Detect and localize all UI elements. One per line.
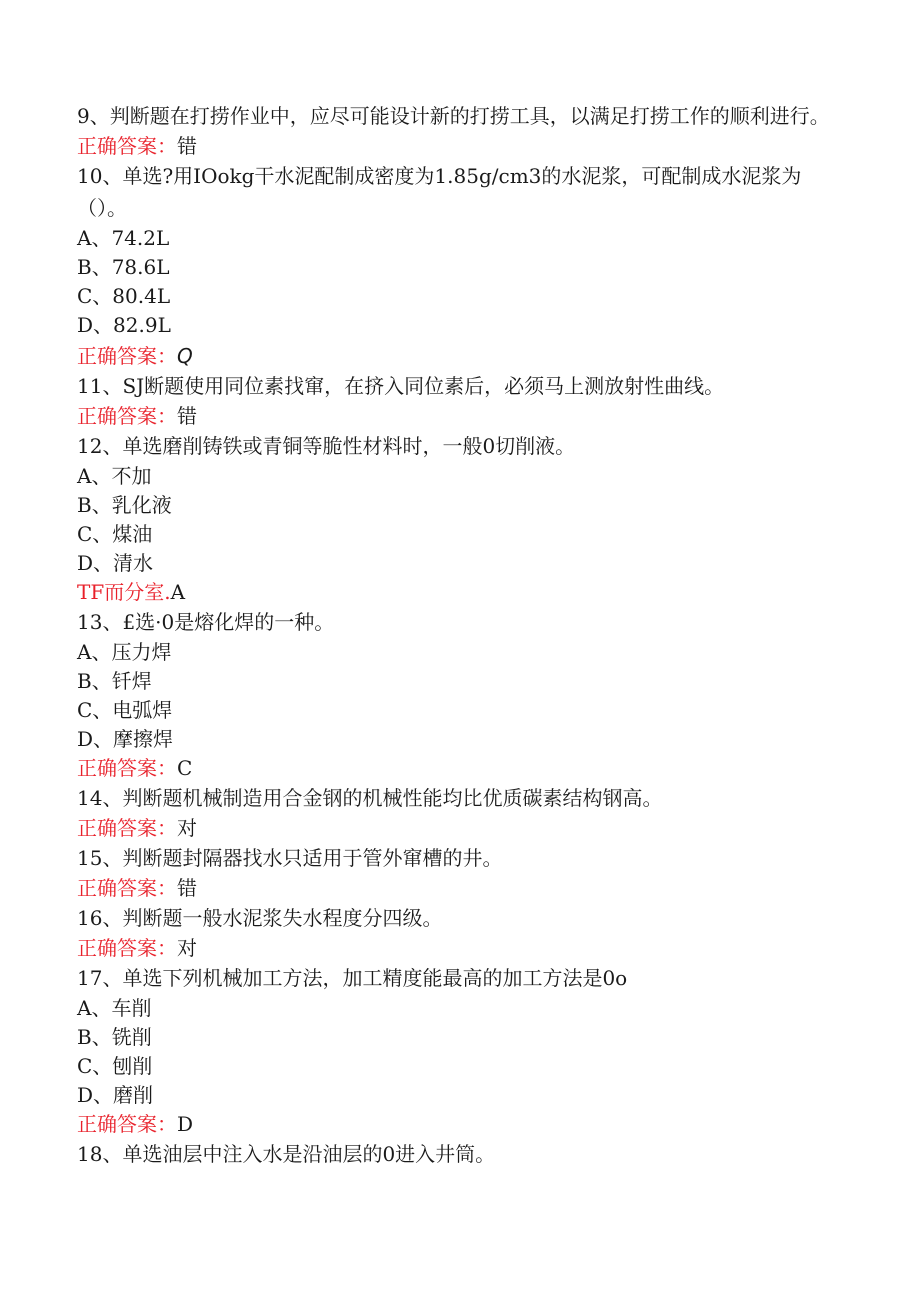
answer-15 bbox=[77, 874, 847, 902]
question-12: 12、单选磨削铸铁或青铜等脆性材料时，一般0切削液。 bbox=[77, 434, 576, 458]
option-13-d: D、摩擦焊 bbox=[77, 727, 174, 751]
answer-14 bbox=[77, 814, 847, 842]
answer-label: 正确答案： bbox=[77, 1112, 177, 1136]
option-10-a: A、74.2L bbox=[77, 226, 170, 250]
answer-value: 对 bbox=[177, 816, 197, 840]
answer-value: 错 bbox=[177, 876, 197, 900]
question-13: 13、£选·0是熔化焊的一种。 bbox=[77, 610, 335, 634]
question-16: 16、判断题一般水泥浆失水程度分四级。 bbox=[77, 906, 443, 930]
answer-16 bbox=[77, 934, 847, 962]
question-15: 15、判断题封隔器找水只适用于管外窜槽的井。 bbox=[77, 846, 503, 870]
question-17: 17、单选下列机械加工方法，加工精度能最高的加工方法是0o bbox=[77, 966, 628, 990]
answer-10 bbox=[77, 342, 847, 370]
answer-label: 正确答案： bbox=[77, 134, 177, 158]
option-17-b: B、铣削 bbox=[77, 1025, 152, 1049]
answer-label: 正确答案： bbox=[77, 816, 177, 840]
answer-13 bbox=[77, 754, 847, 782]
answer-label: 正确答案： bbox=[77, 936, 177, 960]
question-18: 18、单选油层中注入水是沿油层的0进入井筒。 bbox=[77, 1142, 496, 1166]
answer-value: D bbox=[177, 1112, 194, 1136]
option-10-b: B、78.6L bbox=[77, 255, 170, 279]
answer-value: 对 bbox=[177, 936, 197, 960]
option-12-a: A、不加 bbox=[77, 464, 152, 488]
question-10: 10、单选?用IOokg干水泥配制成密度为1.85g/cm3的水泥浆，可配制成水泥浆为（）。 bbox=[77, 164, 802, 220]
answer-label: 正确答案： bbox=[77, 756, 177, 780]
option-13-c: C、电弧焊 bbox=[77, 698, 173, 722]
answer-label-garbled: TF而分室. bbox=[77, 580, 171, 604]
option-12-d: D、清水 bbox=[77, 551, 154, 575]
answer-value: 错 bbox=[177, 404, 197, 428]
answer-label: 正确答案： bbox=[77, 344, 177, 368]
option-13-a: A、压力焊 bbox=[77, 640, 172, 664]
question-14: 14、判断题机械制造用合金钢的机械性能均比优质碳素结构钢高。 bbox=[77, 786, 663, 810]
answer-9 bbox=[77, 132, 847, 160]
document-page bbox=[77, 100, 847, 1170]
answer-value: C bbox=[177, 756, 193, 780]
answer-12 bbox=[77, 578, 847, 606]
answer-label: 正确答案： bbox=[77, 404, 177, 428]
option-17-c: C、刨削 bbox=[77, 1054, 153, 1078]
option-12-b: B、乳化液 bbox=[77, 493, 172, 517]
option-13-b: B、钎焊 bbox=[77, 669, 152, 693]
option-17-d: D、磨削 bbox=[77, 1083, 154, 1107]
option-17-a: A、车削 bbox=[77, 996, 152, 1020]
option-10-d: D、82.9L bbox=[77, 313, 171, 337]
answer-label: 正确答案： bbox=[77, 876, 177, 900]
option-12-c: C、煤油 bbox=[77, 522, 153, 546]
answer-11 bbox=[77, 402, 847, 430]
answer-17 bbox=[77, 1110, 847, 1138]
question-11: 11、SJ断题使用同位素找窜，在挤入同位素后，必须马上测放射性曲线。 bbox=[77, 374, 725, 398]
answer-value: 错 bbox=[177, 134, 197, 158]
answer-value: A bbox=[170, 580, 186, 604]
answer-value: Q bbox=[177, 344, 193, 368]
question-9: 9、判断题在打捞作业中，应尽可能设计新的打捞工具，以满足打捞工作的顺利进行。 bbox=[77, 104, 830, 128]
option-10-c: C、80.4L bbox=[77, 284, 171, 308]
